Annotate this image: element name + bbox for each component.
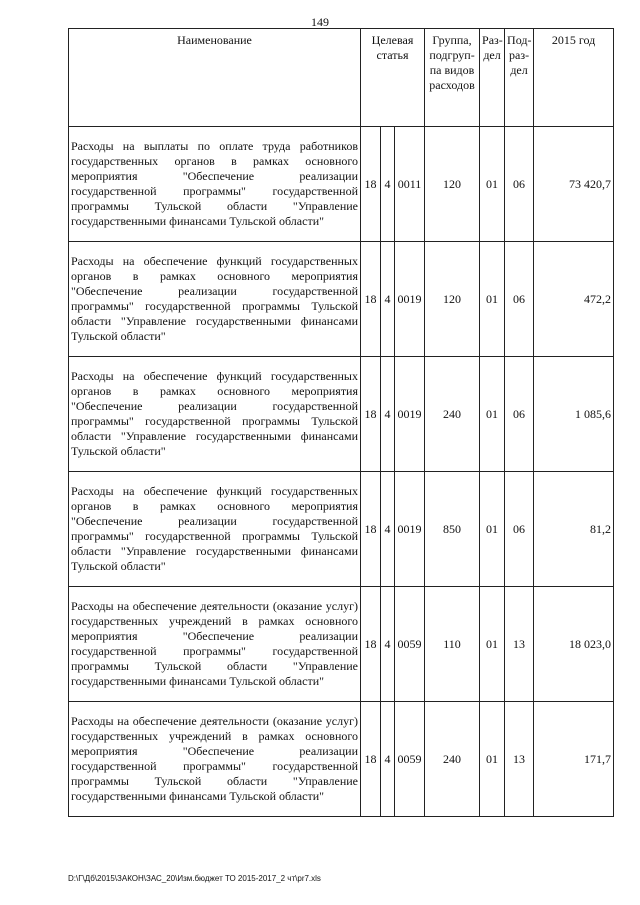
row-section: 01 [480, 242, 505, 357]
row-program: 18 [361, 702, 381, 817]
row-code: 0059 [395, 702, 425, 817]
header-name: Наименование [69, 29, 361, 127]
row-section: 01 [480, 472, 505, 587]
row-subprogram: 4 [381, 357, 395, 472]
row-name: Расходы на обеспечение функций государственных органов в рамках основного мероприятия "Обеспечение реализации государственной программы" государственной программы Тульской области "Управление государственными финансами Тульской области" [69, 242, 361, 357]
row-name: Расходы на обеспечение функций государственных органов в рамках основного мероприятия "Обеспечение реализации государственной программы" государственной программы Тульской области "Управление государственными финансами Тульской области" [69, 357, 361, 472]
row-subsection: 06 [505, 357, 534, 472]
header-year: 2015 год [534, 29, 614, 127]
table-row [69, 242, 614, 357]
table-row [69, 702, 614, 817]
row-program: 18 [361, 242, 381, 357]
row-subsection: 06 [505, 127, 534, 242]
row-group: 110 [425, 587, 480, 702]
row-amount: 81,2 [534, 472, 614, 587]
row-subsection: 06 [505, 242, 534, 357]
row-name: Расходы на обеспечение функций государственных органов в рамках основного мероприятия "Обеспечение реализации государственной программы" государственной программы Тульской области "Управление государственными финансами Тульской области" [69, 472, 361, 587]
table-header-row [69, 29, 614, 127]
row-subprogram: 4 [381, 702, 395, 817]
row-group: 120 [425, 127, 480, 242]
row-amount: 18 023,0 [534, 587, 614, 702]
row-group: 850 [425, 472, 480, 587]
header-subsection: Под-раз-дел [505, 29, 534, 127]
header-expense-group: Группа, подгруп-па видов расходов [425, 29, 480, 127]
row-subprogram: 4 [381, 472, 395, 587]
row-amount: 1 085,6 [534, 357, 614, 472]
row-program: 18 [361, 127, 381, 242]
row-name: Расходы на выплаты по оплате труда работников государственных органов в рамках основного мероприятия "Обеспечение реализации государственной программы" государственной программы Тульской области "Управление государственными финансами Тульской области" [69, 127, 361, 242]
row-group: 240 [425, 357, 480, 472]
row-subprogram: 4 [381, 587, 395, 702]
table-row [69, 587, 614, 702]
row-code: 0059 [395, 587, 425, 702]
page-number: 149 [311, 15, 329, 29]
row-name: Расходы на обеспечение деятельности (оказание услуг) государственных учреждений в рамках основного мероприятия "Обеспечение реализации государственной программы" государственной программы Тульской области "Управление государственными финансами Тульской области" [69, 702, 361, 817]
row-group: 120 [425, 242, 480, 357]
table-row [69, 127, 614, 242]
table-row [69, 357, 614, 472]
row-subprogram: 4 [381, 127, 395, 242]
header-target-article: Целевая статья [361, 29, 425, 127]
table-row [69, 472, 614, 587]
row-code: 0019 [395, 357, 425, 472]
row-name: Расходы на обеспечение деятельности (оказание услуг) государственных учреждений в рамках основного мероприятия "Обеспечение реализации государственной программы" государственной программы Тульской области "Управление государственными финансами Тульской области" [69, 587, 361, 702]
row-section: 01 [480, 702, 505, 817]
row-program: 18 [361, 472, 381, 587]
footer-file-path: D:\Г\Дб\2015\ЗАКОН\ЗАС_20\Изм.бюджет ТО 2015-2017_2 чт\pr7.xls [68, 874, 321, 883]
row-amount: 171,7 [534, 702, 614, 817]
row-section: 01 [480, 357, 505, 472]
row-program: 18 [361, 357, 381, 472]
header-section: Раз-дел [480, 29, 505, 127]
row-amount: 472,2 [534, 242, 614, 357]
budget-table [68, 28, 614, 817]
row-subsection: 06 [505, 472, 534, 587]
row-program: 18 [361, 587, 381, 702]
row-subprogram: 4 [381, 242, 395, 357]
row-group: 240 [425, 702, 480, 817]
row-amount: 73 420,7 [534, 127, 614, 242]
row-code: 0019 [395, 242, 425, 357]
row-section: 01 [480, 127, 505, 242]
row-section: 01 [480, 587, 505, 702]
row-subsection: 13 [505, 587, 534, 702]
row-subsection: 13 [505, 702, 534, 817]
row-code: 0019 [395, 472, 425, 587]
row-code: 0011 [395, 127, 425, 242]
